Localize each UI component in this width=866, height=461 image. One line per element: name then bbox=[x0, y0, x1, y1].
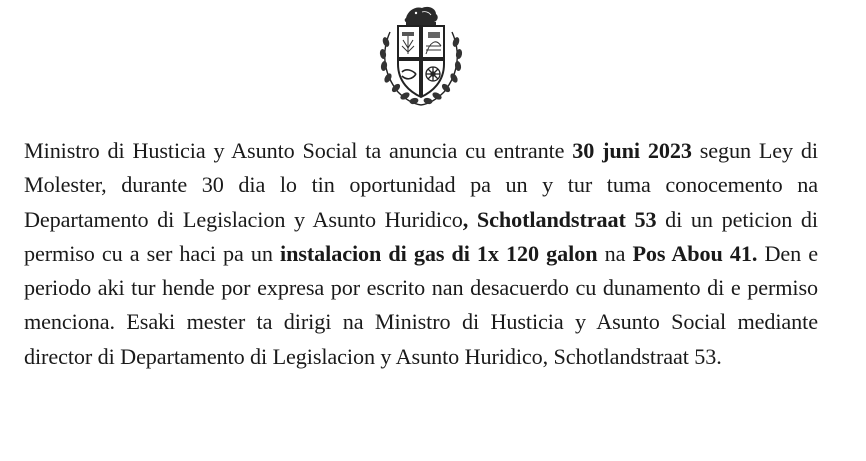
notice-text bbox=[24, 134, 818, 374]
notice-address: , Schotlandstraat 53 bbox=[462, 206, 657, 232]
notice-body-1: segun Ley di Molester, durante 30 dia lo tin oportunidad pa un y tur tuma conocemento na Departamento di Legislacion y Asunto Huridico bbox=[24, 138, 818, 232]
notice-body-3: na bbox=[597, 240, 633, 266]
notice-intro: Ministro di Husticia y Asunto Social ta anuncia cu entrante bbox=[24, 138, 573, 163]
notice-location: Pos Abou 41. bbox=[632, 240, 758, 266]
notice-body-2: di un peticion di permiso cu a ser haci pa un bbox=[24, 206, 818, 266]
notice-date: 30 juni 2023 bbox=[572, 138, 692, 163]
notice-installation: instalacion di gas di 1x 120 galon bbox=[280, 240, 598, 266]
notice-body-4: Den e periodo aki tur hende por expresa por escrito nan desacuerdo cu dunamento di e permiso menciona. Esaki mester ta dirigi na Ministro di Husticia y Asunto Social mediante director di Departamento di Legislacion y Asunto Huridico, Schotlandstraat 53. bbox=[24, 240, 819, 369]
coat-of-arms-icon bbox=[376, 2, 466, 108]
